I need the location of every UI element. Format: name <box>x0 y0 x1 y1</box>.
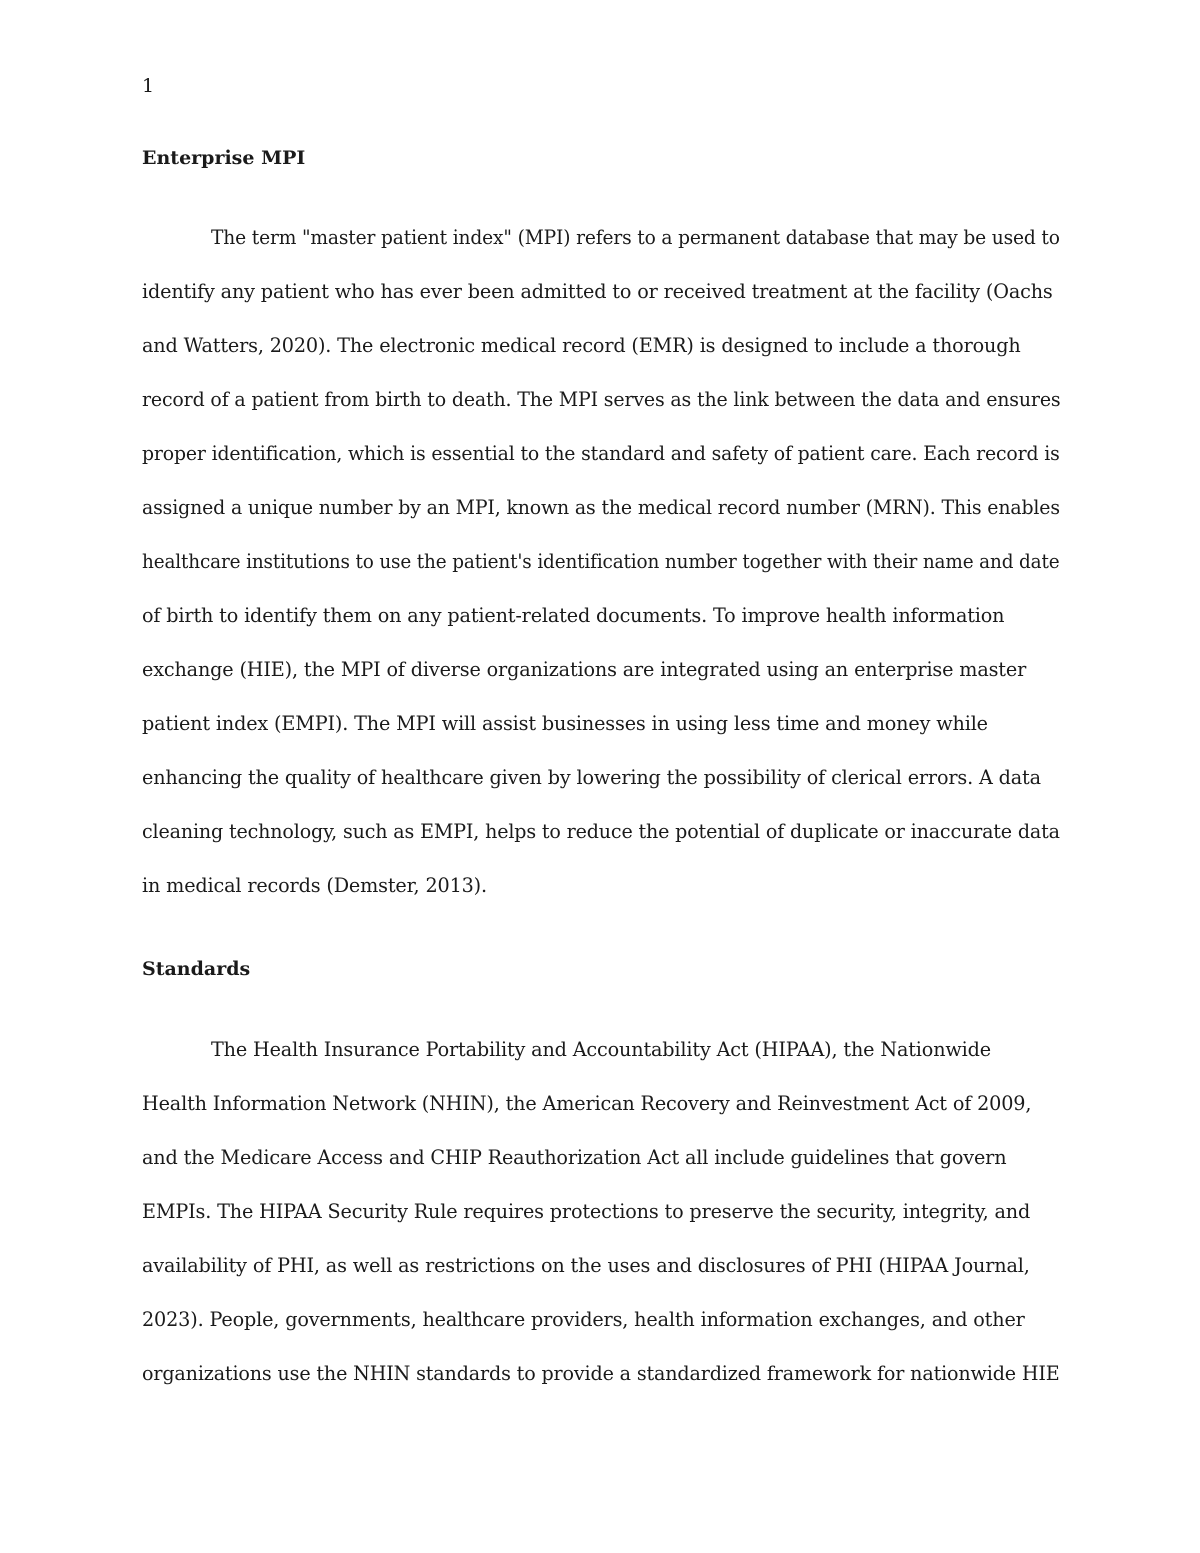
paragraph-line: The term "master patient index" (MPI) refers to a permanent database that may be used to <box>211 226 1060 249</box>
paragraph-line: Health Information Network (NHIN), the American Recovery and Reinvestment Act of 2009, <box>142 1092 1032 1115</box>
paragraph-line: proper identification, which is essential to the standard and safety of patient care. Each record is <box>142 442 1060 465</box>
paragraph-line: of birth to identify them on any patient-related documents. To improve health information <box>142 604 1005 627</box>
paragraph-line: in medical records (Demster, 2013). <box>142 874 487 897</box>
paragraph-line: 2023). People, governments, healthcare providers, health information exchanges, and other <box>142 1308 1025 1331</box>
paragraph-line: patient index (EMPI). The MPI will assist businesses in using less time and money while <box>142 712 988 735</box>
paragraph-line: healthcare institutions to use the patient's identification number together with their name and date <box>142 550 1060 573</box>
paragraph-line: assigned a unique number by an MPI, known as the medical record number (MRN). This enables <box>142 496 1060 519</box>
section-heading-standards: Standards <box>142 958 251 980</box>
paragraph-line: The Health Insurance Portability and Accountability Act (HIPAA), the Nationwide <box>211 1038 991 1061</box>
page-number: 1 <box>142 75 155 97</box>
paragraph-line: identify any patient who has ever been admitted to or received treatment at the facility (Oachs <box>142 280 1053 303</box>
paragraph-line: record of a patient from birth to death. The MPI serves as the link between the data and ensures <box>142 388 1061 411</box>
paragraph-line: and the Medicare Access and CHIP Reauthorization Act all include guidelines that govern <box>142 1146 1007 1169</box>
paragraph-line: EMPIs. The HIPAA Security Rule requires protections to preserve the security, integrity, and <box>142 1200 1031 1223</box>
paragraph-line: enhancing the quality of healthcare given by lowering the possibility of clerical errors. A data <box>142 766 1041 789</box>
paragraph-line: cleaning technology, such as EMPI, helps to reduce the potential of duplicate or inaccurate data <box>142 820 1060 843</box>
paragraph-line: organizations use the NHIN standards to provide a standardized framework for nationwide HIE <box>142 1362 1060 1385</box>
section-heading-enterprise-mpi: Enterprise MPI <box>142 147 306 169</box>
paragraph-line: and Watters, 2020). The electronic medical record (EMR) is designed to include a thorough <box>142 334 1021 357</box>
paragraph-line: exchange (HIE), the MPI of diverse organizations are integrated using an enterprise master <box>142 658 1027 681</box>
paragraph-line: availability of PHI, as well as restrictions on the uses and disclosures of PHI (HIPAA Journal, <box>142 1254 1030 1277</box>
